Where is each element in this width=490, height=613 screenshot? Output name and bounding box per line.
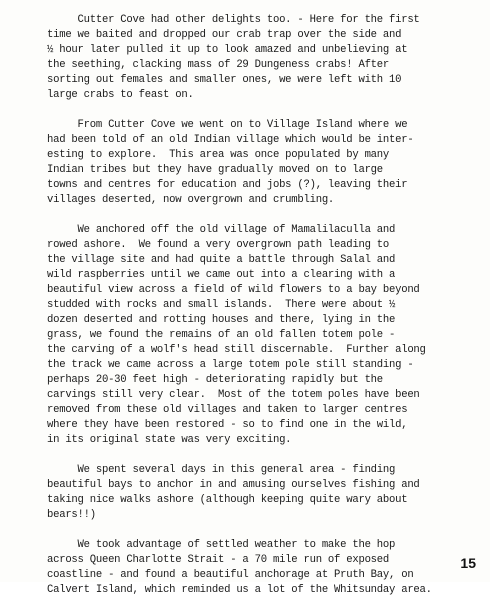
paragraph-cutter-cove bbox=[47, 13, 447, 103]
text-line: sorting out females and smaller ones, we were left with 10 bbox=[47, 74, 402, 86]
text-line: the track we came across a large totem pole still standing - bbox=[47, 359, 414, 371]
text-line: Cutter Cove had other delights too. - Here for the first bbox=[47, 14, 420, 26]
text-line: towns and centres for education and jobs (?), leaving their bbox=[47, 179, 408, 191]
paragraph-village-island bbox=[47, 118, 447, 208]
text-line: From Cutter Cove we went on to Village Island where we bbox=[47, 119, 408, 131]
text-line: the seething, clacking mass of 29 Dungeness crabs! After bbox=[47, 59, 390, 71]
text-line: had been told of an old Indian village which would be inter- bbox=[47, 134, 414, 146]
text-line: We anchored off the old village of Mamalilaculla and bbox=[47, 224, 396, 236]
paragraph-general-area bbox=[47, 463, 447, 523]
text-line: beautiful view across a field of wild flowers to a bay beyond bbox=[47, 284, 420, 296]
text-line: We spent several days in this general area - finding bbox=[47, 464, 396, 476]
text-line: taking nice walks ashore (although keeping quite wary about bbox=[47, 494, 408, 506]
paragraph-queen-charlotte-strait bbox=[47, 538, 447, 598]
text-line: dozen deserted and rotting houses and there, lying in the bbox=[47, 314, 396, 326]
text-line: villages deserted, now overgrown and crumbling. bbox=[47, 194, 335, 206]
text-line: grass, we found the remains of an old fallen totem pole - bbox=[47, 329, 396, 341]
text-line: Indian tribes but they have gradually moved on to large bbox=[47, 164, 383, 176]
text-line: wild raspberries until we came out into a clearing with a bbox=[47, 269, 396, 281]
text-line: where they have been restored - so to find one in the wild, bbox=[47, 419, 408, 431]
body-text bbox=[47, 13, 447, 613]
text-line: ½ hour later pulled it up to look amazed and unbelieving at bbox=[47, 44, 408, 56]
page-number: 15 bbox=[460, 555, 476, 571]
text-line: in its original state was very exciting. bbox=[47, 434, 292, 446]
text-line: time we baited and dropped our crab trap over the side and bbox=[47, 29, 402, 41]
text-line: We took advantage of settled weather to make the hop bbox=[47, 539, 396, 551]
text-line: large crabs to feast on. bbox=[47, 89, 194, 101]
text-line: the carving of a wolf's head still discernable. Further along bbox=[47, 344, 426, 356]
text-line: bears!!) bbox=[47, 509, 96, 521]
text-line: rowed ashore. We found a very overgrown path leading to bbox=[47, 239, 390, 251]
text-line: studded with rocks and small islands. There were about ½ bbox=[47, 299, 396, 311]
text-line: the village site and had quite a battle through Salal and bbox=[47, 254, 396, 266]
text-line: perhaps 20-30 feet high - deteriorating rapidly but the bbox=[47, 374, 383, 386]
text-line: esting to explore. This area was once populated by many bbox=[47, 149, 390, 161]
text-line: beautiful bays to anchor in and amusing ourselves fishing and bbox=[47, 479, 420, 491]
text-line: coastline - and found a beautiful anchorage at Pruth Bay, on bbox=[47, 569, 414, 581]
text-line: carvings still very clear. Most of the totem poles have been bbox=[47, 389, 420, 401]
text-line: across Queen Charlotte Strait - a 70 mile run of exposed bbox=[47, 554, 390, 566]
paragraph-mamalilaculla bbox=[47, 223, 447, 448]
text-line: removed from these old villages and taken to larger centres bbox=[47, 404, 408, 416]
text-line: Calvert Island, which reminded us a lot of the Whitsunday area. bbox=[47, 584, 432, 596]
